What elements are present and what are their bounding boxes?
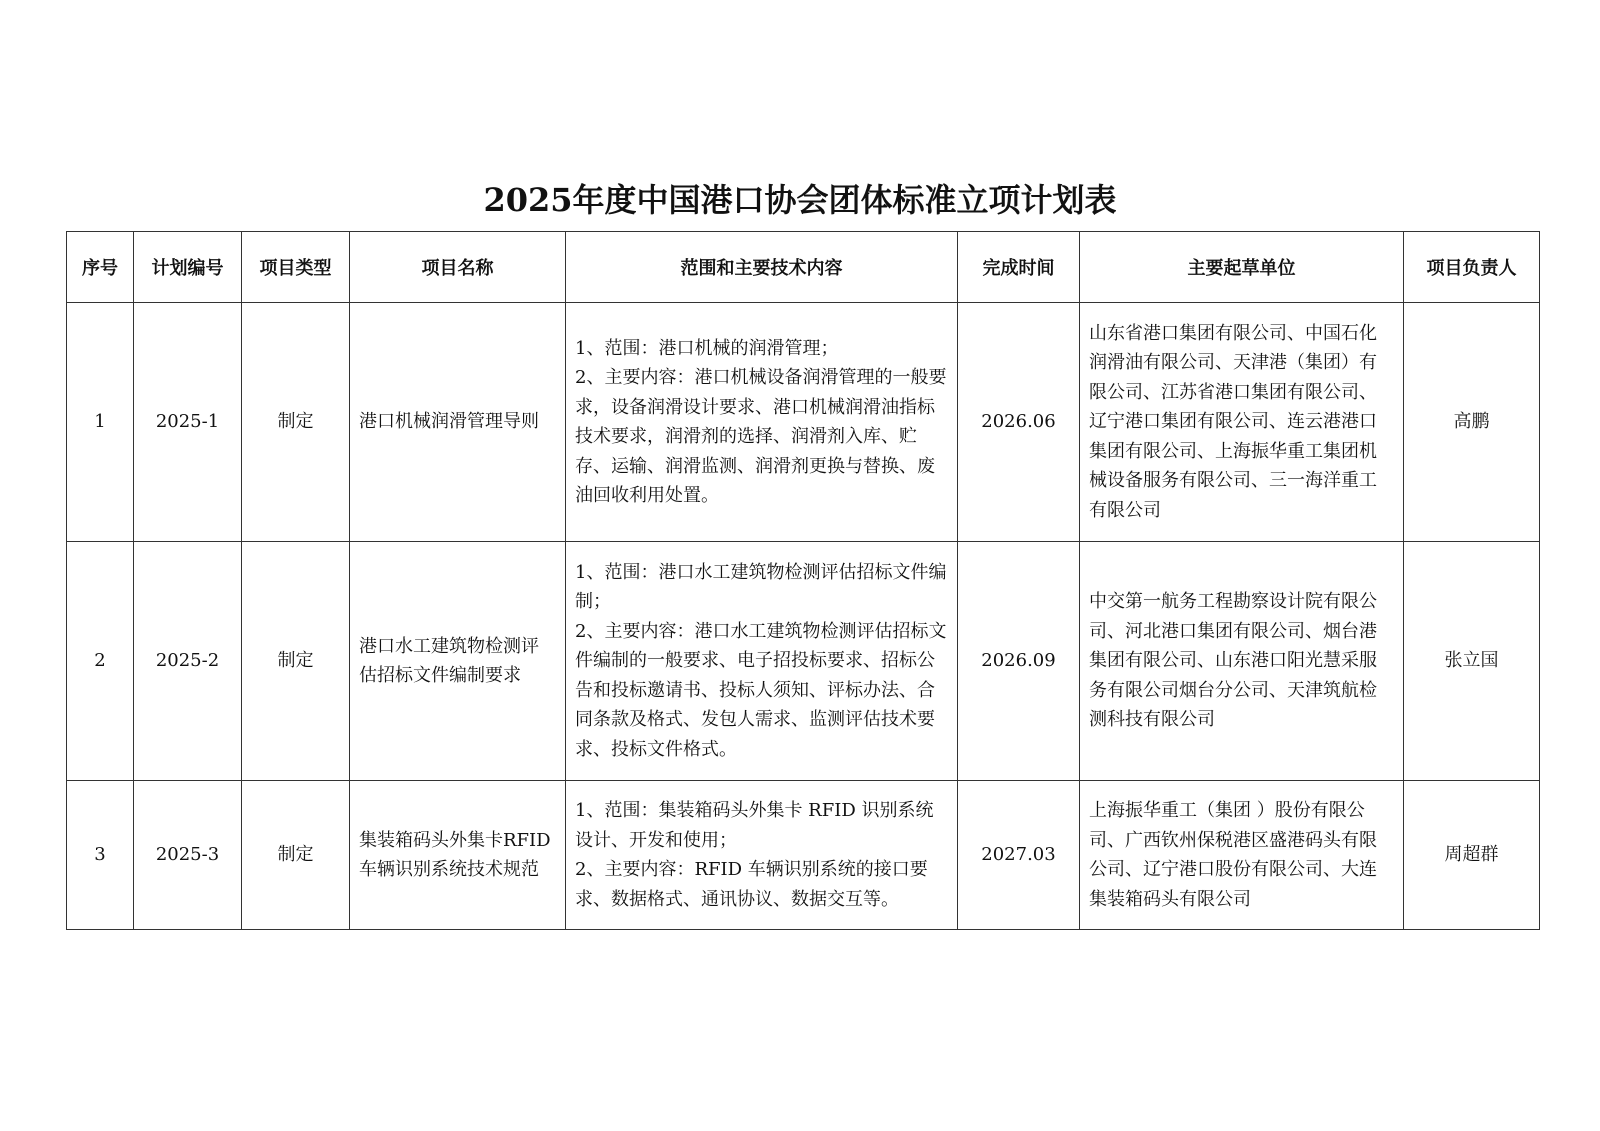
row-units: 中交第一航务工程勘察设计院有限公司、河北港口集团有限公司、烟台港集团有限公司、山东港口阳光慧采服务有限公司烟台分公司、天津筑航检测科技有限公司	[1080, 542, 1404, 781]
row-content: 2、主要内容：港口机械设备润滑管理的一般要求，设备润滑设计要求、港口机械润滑油指标技术要求，润滑剂的选择、润滑剂入库、贮存、运输、润滑监测、润滑剂更换与替换、废油回收利用处置。	[575, 367, 947, 506]
row-index: 2	[67, 542, 134, 781]
header-plan-no: 计划编号	[134, 232, 242, 303]
header-leader: 项目负责人	[1404, 232, 1540, 303]
row-plan-no: 2025-2	[134, 542, 242, 781]
row-units: 山东省港口集团有限公司、中国石化润滑油有限公司、天津港（集团）有限公司、江苏省港口集团有限公司、辽宁港口集团有限公司、连云港港口集团有限公司、上海振华重工集团机械设备服务有限公司、三一海洋重工有限公司	[1080, 303, 1404, 542]
row-content: 2、主要内容：RFID 车辆识别系统的接口要求、数据格式、通讯协议、数据交互等。	[575, 859, 928, 910]
table-row	[67, 542, 1540, 781]
table-header-row	[67, 232, 1540, 303]
row-plan-no: 2025-1	[134, 303, 242, 542]
page-title: 2025年度中国港口协会团体标准立项计划表	[483, 181, 1117, 219]
row-scope-content	[566, 542, 958, 781]
table-row	[67, 781, 1540, 930]
row-scope: 1、范围：港口水工建筑物检测评估招标文件编制；	[575, 561, 947, 613]
row-name: 港口机械润滑管理导则	[350, 303, 566, 542]
header-name: 项目名称	[350, 232, 566, 303]
plan-table	[66, 231, 1540, 930]
header-index: 序号	[67, 232, 134, 303]
row-leader: 张立国	[1404, 542, 1540, 781]
row-scope-content	[566, 303, 958, 542]
row-units: 上海振华重工（集团 ）股份有限公司、广西钦州保税港区盛港码头有限公司、辽宁港口股份有限公司、大连集装箱码头有限公司	[1080, 781, 1404, 930]
row-deadline: 2027.03	[958, 781, 1080, 930]
row-index: 3	[67, 781, 134, 930]
row-name: 集装箱码头外集卡RFID车辆识别系统技术规范	[350, 781, 566, 930]
row-content: 2、主要内容：港口水工建筑物检测评估招标文件编制的一般要求、电子招投标要求、招标公告和投标邀请书、投标人须知、评标办法、合同条款及格式、发包人需求、监测评估技术要求、投标文件格式。	[575, 620, 947, 760]
row-plan-no: 2025-3	[134, 781, 242, 930]
header-type: 项目类型	[242, 232, 350, 303]
header-deadline: 完成时间	[958, 232, 1080, 303]
row-leader: 周超群	[1404, 781, 1540, 930]
row-scope-content	[566, 781, 958, 930]
row-type: 制定	[242, 781, 350, 930]
row-scope: 1、范围：集装箱码头外集卡 RFID 识别系统设计、开发和使用；	[575, 800, 934, 851]
row-deadline: 2026.06	[958, 303, 1080, 542]
header-scope: 范围和主要技术内容	[566, 232, 958, 303]
row-type: 制定	[242, 542, 350, 781]
row-name: 港口水工建筑物检测评估招标文件编制要求	[350, 542, 566, 781]
header-units: 主要起草单位	[1080, 232, 1404, 303]
row-leader: 高鹏	[1404, 303, 1540, 542]
row-deadline: 2026.09	[958, 542, 1080, 781]
row-type: 制定	[242, 303, 350, 542]
row-index: 1	[67, 303, 134, 542]
row-scope: 1、范围：港口机械的润滑管理；	[575, 337, 839, 359]
table-row	[67, 303, 1540, 542]
